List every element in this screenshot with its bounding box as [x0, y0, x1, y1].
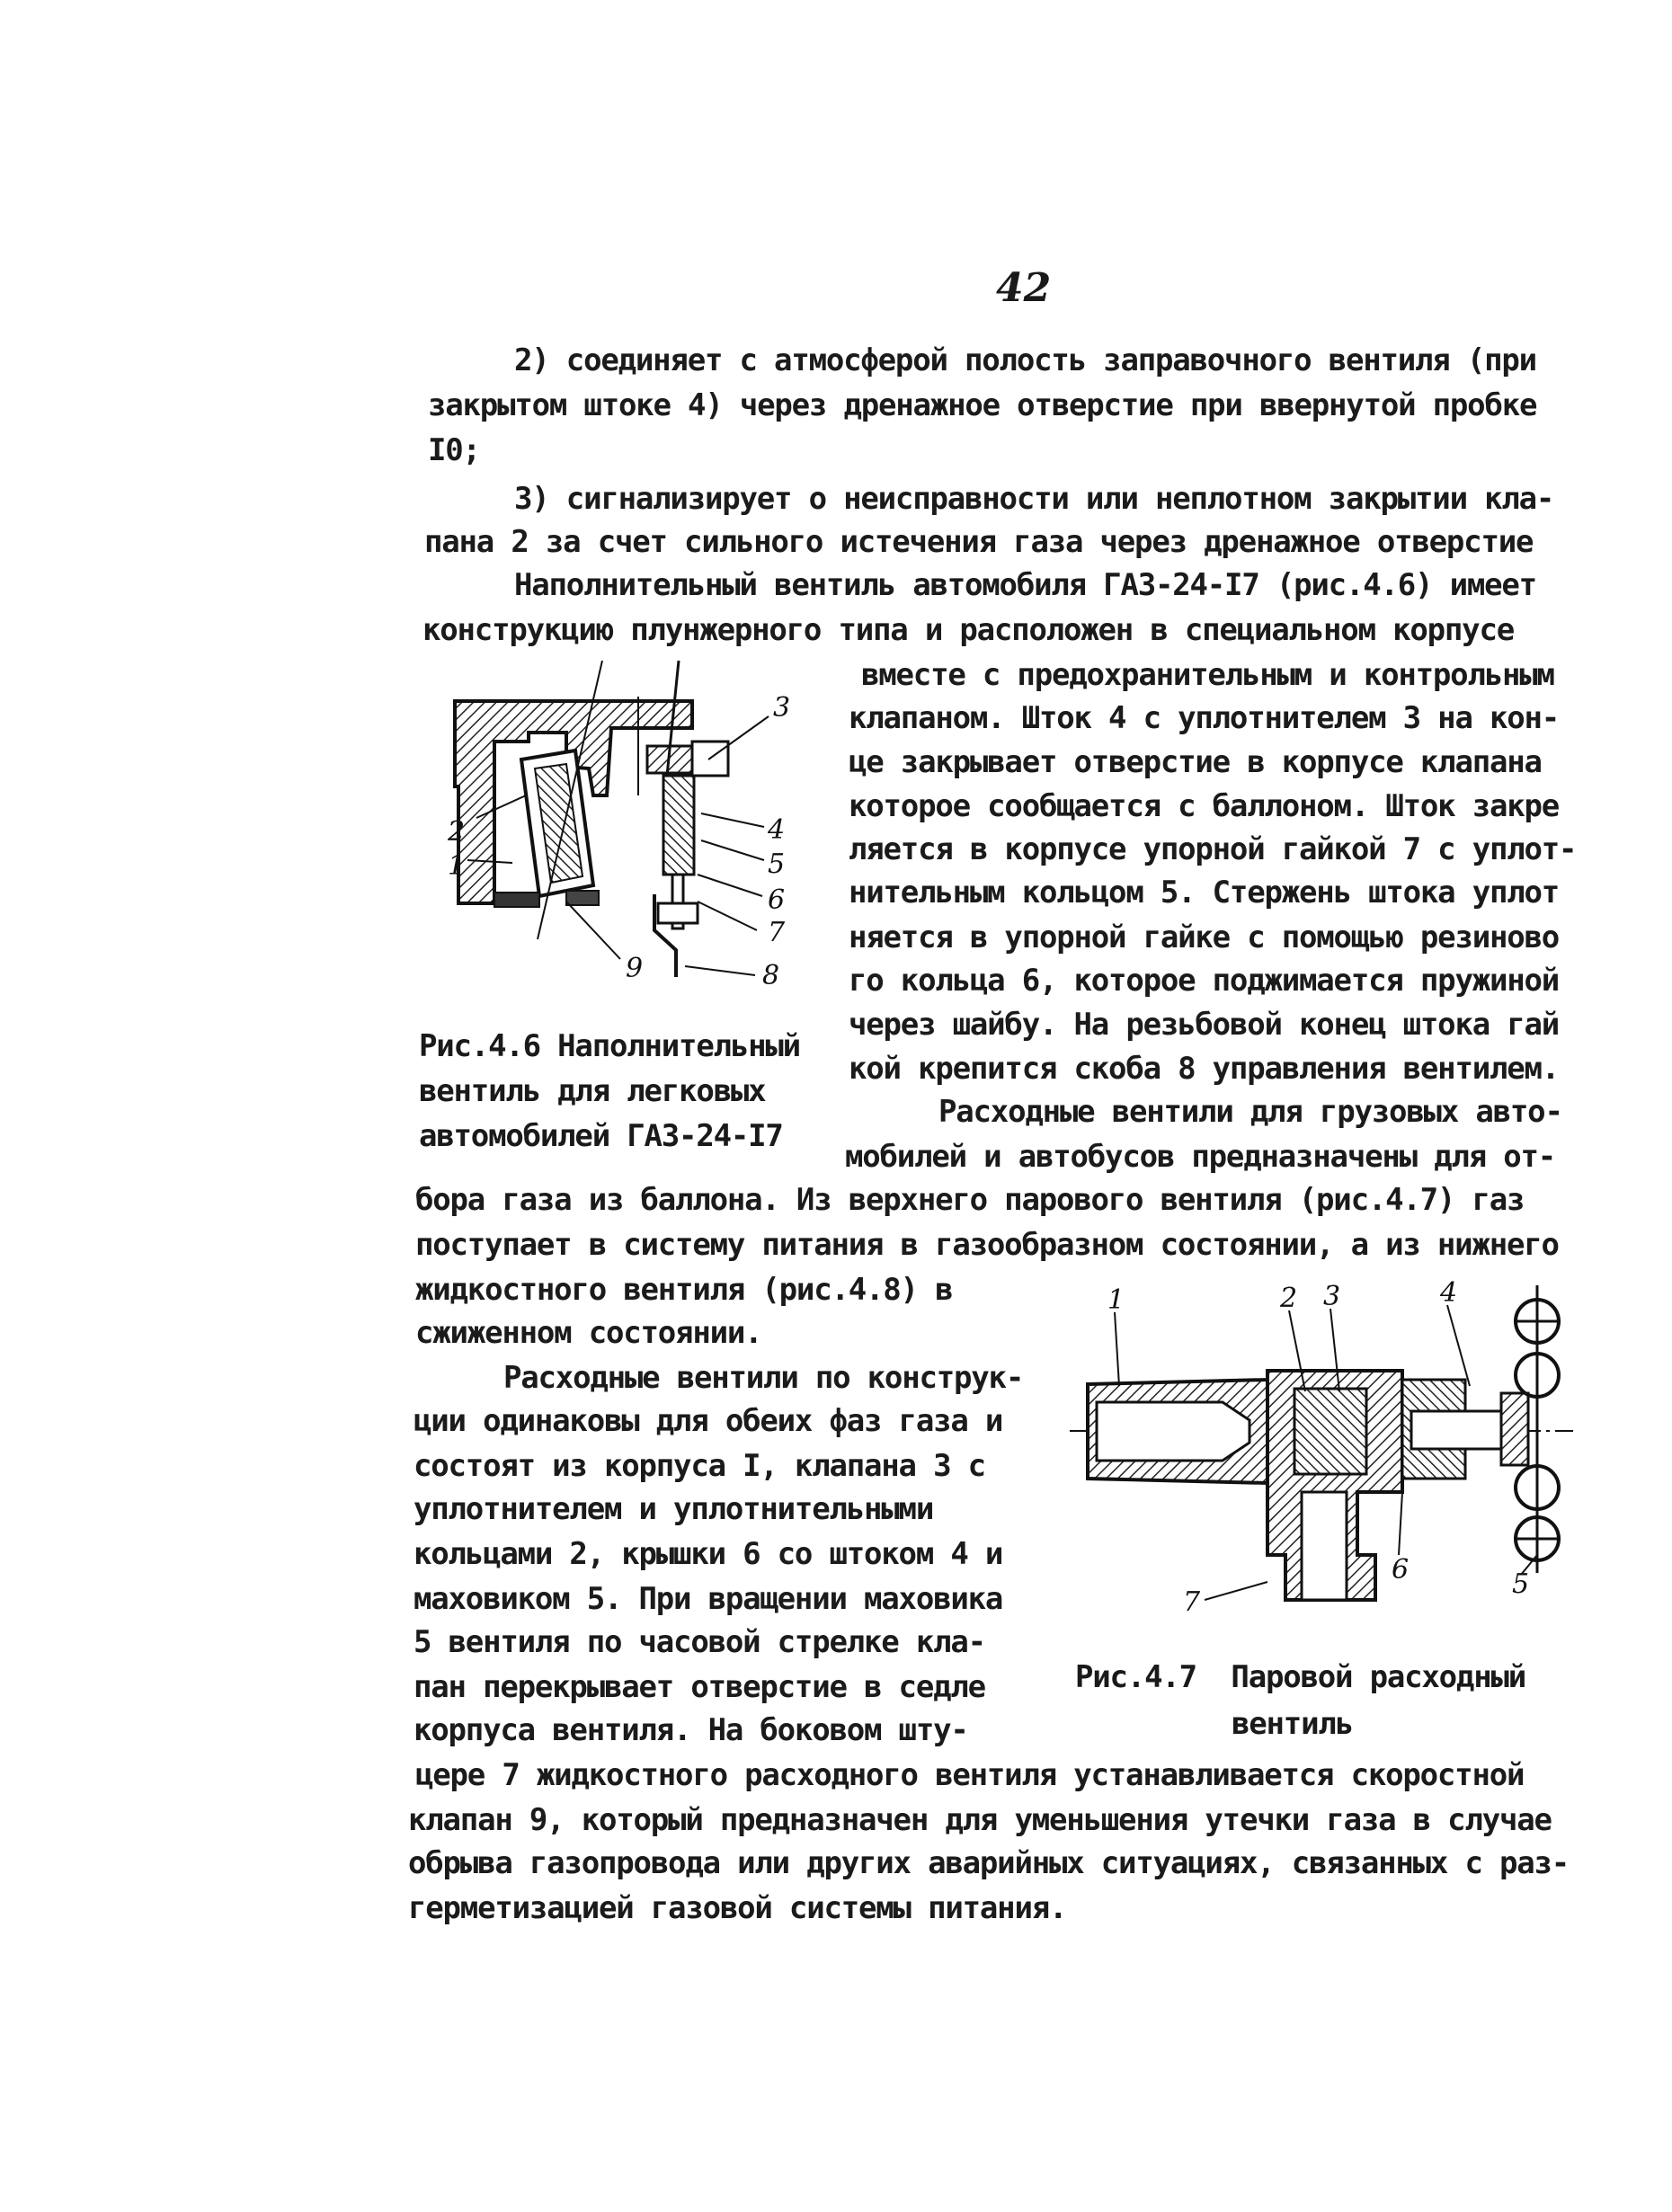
figure-4-6-caption-line: вентиль для легковых: [419, 1073, 766, 1109]
label-1: 1: [1107, 1284, 1125, 1316]
label-3: 3: [1323, 1281, 1341, 1312]
text-line: через шайбу. На резьбовой конец штока гай: [849, 1007, 1560, 1043]
label-2: 2: [448, 816, 466, 848]
figure-4-6-caption-line: Рис.4.6 Наполнительный: [419, 1028, 800, 1064]
text-line: I0;: [428, 432, 480, 468]
text-line: го кольца 6, которое поджимается пружиной: [849, 963, 1560, 999]
handwheel-hub: [1501, 1393, 1528, 1465]
text-line: состоят из корпуса I, клапана 3 с: [414, 1448, 985, 1484]
figure-4-7-caption-line: Рис.4.7 Паровой расходный: [1075, 1659, 1526, 1695]
label-6: 6: [768, 884, 786, 916]
label-8: 8: [762, 960, 780, 991]
text-line: обрыва газопровода или других аварийных ситуациях, связанных с раз-: [408, 1845, 1570, 1881]
text-line: маховиком 5. При вращении маховика: [414, 1581, 1003, 1617]
text-line: це закрывает отверстие в корпусе клапана: [849, 744, 1542, 780]
figure-4-6-caption-line: автомобилей ГАЗ-24-I7: [419, 1118, 783, 1154]
figure-4-6-drawing: [422, 661, 800, 1011]
label-4: 4: [768, 814, 786, 846]
outlet-bore: [1302, 1492, 1347, 1600]
text-line: которое сообщается с баллоном. Шток закре: [849, 788, 1560, 824]
text-line: пана 2 за счет сильного истечения газа через дренажное отверстие: [424, 524, 1534, 560]
figure-4-7-caption-line: вентиль: [1232, 1706, 1353, 1742]
text-line: 5 вентиля по часовой стрелке кла-: [414, 1624, 985, 1660]
text-line: 3) сигнализирует о неисправности или неплотном закрытии кла-: [514, 481, 1554, 517]
text-line: цере 7 жидкостного расходного вентиля устанавливается скоростной: [415, 1757, 1525, 1793]
text-line: клапаном. Шток 4 с уплотнителем 3 на кон-: [849, 700, 1560, 736]
text-line: пан перекрывает отверстие в седле: [414, 1669, 985, 1705]
text-line: ляется в корпусе упорной гайкой 7 с уплот-: [849, 831, 1577, 867]
text-line: поступает в систему питания в газообразном состоянии, а из нижнего: [415, 1227, 1559, 1263]
label-5: 5: [1512, 1568, 1530, 1600]
label-9: 9: [626, 953, 644, 984]
text-line: конструкцию плунжерного типа и расположен в специальном корпусе: [422, 612, 1514, 648]
text-line: жидкостного вентиля (рис.4.8) в: [415, 1272, 953, 1308]
stem: [1411, 1411, 1510, 1449]
text-line: Расходные вентили для грузовых авто-: [938, 1094, 1562, 1130]
seal-bottom: [494, 893, 539, 907]
text-line: корпуса вентиля. На боковом шту-: [414, 1712, 968, 1748]
label-4: 4: [1440, 1277, 1458, 1309]
figure-4-7-drawing: [1070, 1277, 1591, 1627]
text-line: бора газа из баллона. Из верхнего парового вентиля (рис.4.7) газ: [415, 1182, 1525, 1218]
text-line: уплотнителем и уплотнительными: [414, 1491, 934, 1527]
nut-lower: [658, 903, 698, 923]
inlet-bore: [1097, 1402, 1250, 1461]
text-line: кой крепится скоба 8 управления вентилем.: [849, 1051, 1560, 1087]
label-1: 1: [448, 850, 466, 882]
valve-stack: [663, 776, 694, 875]
page-number: 42: [996, 265, 1052, 311]
text-line: 2) соединяет с атмосферой полость заправочного вентиля (при: [514, 342, 1536, 378]
text-line: закрытом штоке 4) через дренажное отверстие при ввернутой пробке: [428, 387, 1537, 423]
label-3: 3: [773, 692, 791, 724]
text-line: сжиженном состоянии.: [415, 1315, 762, 1351]
text-line: Расходные вентили по конструк-: [503, 1360, 1024, 1396]
valve-block: [1294, 1389, 1366, 1474]
text-line: кольцами 2, крышки 6 со штоком 4 и: [414, 1536, 1003, 1572]
text-line: мобилей и автобусов предназначены для от-: [845, 1139, 1556, 1175]
text-line: вместе с предохранительным и контрольным: [861, 657, 1554, 693]
label-7: 7: [1183, 1586, 1201, 1618]
text-line: Наполнительный вентиль автомобиля ГАЗ-24-I7 (рис.4.6) имеет: [514, 567, 1536, 603]
text-line: клапан 9, который предназначен для уменьшения утечки газа в случае: [408, 1802, 1552, 1838]
text-line: нительным кольцом 5. Стержень штока уплот: [849, 875, 1560, 911]
text-line: няется в упорной гайке с помощью резиново: [849, 919, 1560, 955]
label-7: 7: [768, 917, 786, 948]
text-line: ции одинаковы для обеих фаз газа и: [414, 1403, 1003, 1439]
text-line: герметизацией газовой системы питания.: [408, 1890, 1067, 1926]
seal-bottom-right: [566, 891, 599, 905]
label-6: 6: [1392, 1554, 1410, 1586]
label-5: 5: [768, 848, 786, 880]
label-2: 2: [1280, 1283, 1298, 1314]
